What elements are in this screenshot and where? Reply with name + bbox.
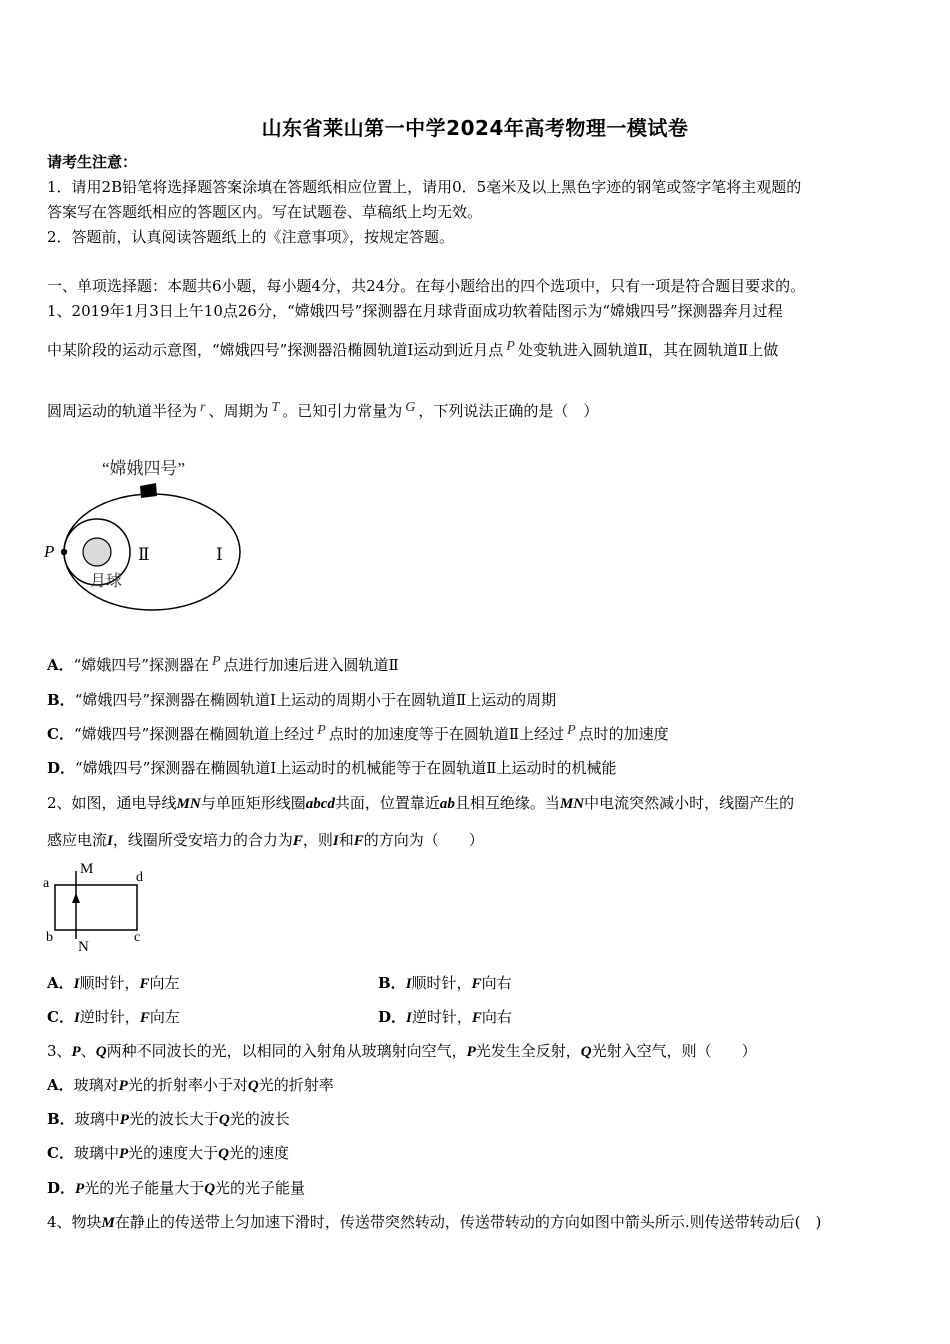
- notice-item-2: 2．答题前，认真阅读答题纸上的《注意事项》，按规定答题。: [47, 228, 455, 246]
- label-b: b: [46, 930, 53, 945]
- q1-option-a: A．“嫦娥四号”探测器在 P 点进行加速后进入圆轨道Ⅱ: [47, 654, 399, 674]
- moon-shape: [83, 538, 111, 566]
- probe-label: “嫦娥四号”: [102, 459, 186, 478]
- q3-option-a: A．玻璃对P光的折射率小于对Q光的折射率: [47, 1076, 334, 1094]
- orbit-1-label: Ⅰ: [216, 545, 223, 564]
- q2-option-c: C．I逆时针，F向左: [47, 1008, 180, 1026]
- q1-orbit-figure: [40, 452, 250, 617]
- q1-option-b: B．“嫦娥四号”探测器在椭圆轨道Ⅰ上运动的周期小于在圆轨道Ⅱ上运动的周期: [47, 691, 557, 709]
- label-d: d: [136, 870, 143, 885]
- q3-stem: 3、P、Q两种不同波长的光，以相同的入射角从玻璃射向空气，P光发生全反射，Q光射入空气，则（ ）: [47, 1042, 757, 1060]
- current-arrow-icon: [72, 893, 80, 903]
- q2-option-b: B．I顺时针，F向右: [378, 974, 512, 992]
- q2-circuit-figure: [40, 857, 160, 957]
- orbit-2-label: Ⅱ: [138, 545, 150, 564]
- q3-option-c: C．玻璃中P光的速度大于Q光的速度: [47, 1144, 290, 1162]
- notice-item-1-cont: 答案写在答题纸相应的答题区内。写在试题卷、草稿纸上均无效。: [47, 203, 483, 221]
- q4-stem: 4、物块M在静止的传送带上匀加速下滑时，传送带突然转动，传送带转动的方向如图中箭头所示.则传送带转动后( ): [47, 1213, 822, 1231]
- q3-option-b: B．玻璃中P光的波长大于Q光的波长: [47, 1110, 290, 1128]
- q2-option-a: A．I顺时针，F向左: [47, 974, 180, 992]
- point-p-label: P: [44, 542, 55, 561]
- label-c: c: [134, 930, 141, 945]
- q2-stem-line1: 2、如图，通电导线MN与单匝矩形线圈abcd共面，位置靠近ab且相互绝缘。当MN中电流突然减小时，线圈产生的: [47, 794, 795, 812]
- notice-heading: 请考生注意：: [47, 153, 138, 171]
- q2-stem-line2: 感应电流I，线圈所受安培力的合力为F，则I和F的方向为（ ）: [47, 831, 484, 849]
- page-title: 山东省莱山第一中学2024年高考物理一模试卷: [261, 116, 689, 140]
- point-p-dot: [61, 549, 67, 555]
- q1-stem-line1: 1、2019年1月3日上午10点26分，“嫦娥四号”探测器在月球背面成功软着陆图示为“嫦娥四号”探测器奔月过程: [47, 302, 783, 320]
- q2-option-d: D．I逆时针，F向右: [378, 1008, 512, 1026]
- q1-option-c: C．“嫦娥四号”探测器在椭圆轨道上经过 P 点时的加速度等于在圆轨道Ⅱ上经过 P 点时的加速度: [47, 723, 669, 743]
- label-a: a: [43, 876, 50, 891]
- probe-icon: [140, 483, 157, 498]
- coil-rectangle: [55, 885, 137, 930]
- section-heading: 一、单项选择题：本题共6小题，每小题4分，共24分。在每小题给出的四个选项中，只有一项是符合题目要求的。: [47, 277, 806, 295]
- label-m: M: [80, 861, 94, 877]
- q1-stem-line3: 圆周运动的轨道半径为 r 、周期为 T 。已知引力常量为 G ，下列说法正确的是（ ）: [47, 400, 599, 420]
- q3-option-d: D．P光的光子能量大于Q光的光子能量: [47, 1179, 306, 1197]
- label-n: N: [78, 939, 89, 955]
- notice-item-1: 1．请用2B铅笔将选择题答案涂填在答题纸相应位置上，请用0．5毫米及以上黑色字迹的钢笔或签字笔将主观题的: [47, 178, 802, 196]
- moon-label: 月球: [90, 573, 123, 590]
- q1-stem-line2: 中某阶段的运动示意图，“嫦娥四号”探测器沿椭圆轨道Ⅰ运动到近月点 P 处变轨进入圆轨道Ⅱ，其在圆轨道Ⅱ上做: [47, 339, 779, 359]
- q1-option-d: D．“嫦娥四号”探测器在椭圆轨道Ⅰ上运动时的机械能等于在圆轨道Ⅱ上运动时的机械能: [47, 759, 617, 777]
